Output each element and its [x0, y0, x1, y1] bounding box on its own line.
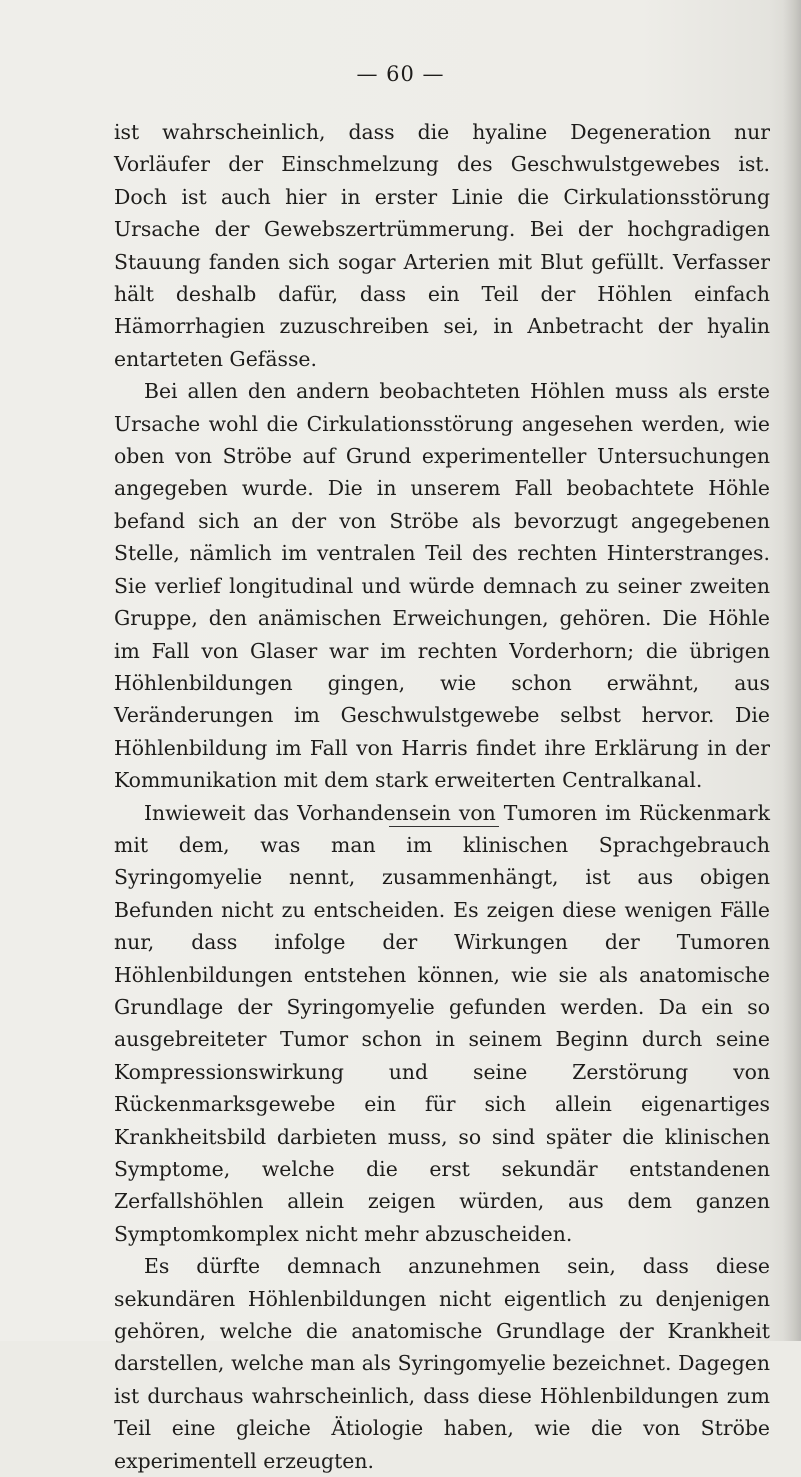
section-end-rule — [389, 826, 499, 827]
page-edge-shadow — [783, 0, 801, 1341]
paragraph-1: ist wahrscheinlich, dass die hyaline Degeneration nur Vorläufer der Einschmelzung des Geschwulstgewebes ist. Doch ist auch hier in erster Linie die Cirkulationsstörung Ursache der Gewebszertrümmerung. Bei der hochgradigen Stauung fanden sich sogar Arterien mit Blut gefüllt. Verfasser hält deshalb dafür, dass ein Teil der Höhlen einfach Hämorrhagien zuzuschreiben sei, in Anbetracht der hyalin entarteten Gefässe. — [114, 120, 770, 371]
body-text — [114, 116, 770, 1477]
paragraph-2: Bei allen den andern beobachteten Höhlen muss als erste Ursache wohl die Cirkulationsstörung angesehen werden, wie oben von Ströbe auf Grund experimenteller Untersuchungen angegeben wurde. Die in unserem Fall beobachtete Höhle befand sich an der von Ströbe als bevorzugt angegebenen Stelle, nämlich im ventralen Teil des rechten Hinterstranges. Sie verlief longitudinal und würde demnach zu seiner zweiten Gruppe, den anämischen Erweichungen, gehören. Die Höhle im Fall von Glaser war im rechten Vorderhorn; die übrigen Höhlenbildungen gingen, wie schon erwähnt, aus Veränderungen im Geschwulstgewebe selbst hervor. Die Höhlenbildung im Fall von Harris findet ihre Erklärung in der Kommunikation mit dem stark erweiterten Centralkanal. — [114, 379, 770, 793]
page-number-header: — 60 — — [356, 62, 445, 86]
paragraph-3: Inwieweit das Vorhandensein von Tumoren im Rückenmark mit dem, was man im klinischen Sprachgebrauch Syringomyelie nennt, zusammenhängt, ist aus obigen Befunden nicht zu entscheiden. Es zeigen diese wenigen Fälle nur, dass infolge der Wirkungen der Tumoren Höhlenbildungen entstehen können, wie sie als anatomische Grundlage der Syringomyelie gefunden werden. Da ein so ausgebreiteter Tumor schon in seinem Beginn durch seine Kompressionswirkung und seine Zerstörung von Rückenmarksgewebe ein für sich allein eigenartiges Krankheitsbild darbieten muss, so sind später die klinischen Symptome, welche die erst sekundär entstandenen Zerfallshöhlen allein zeigen würden, aus dem ganzen Symptomkomplex nicht mehr abzuscheiden. — [114, 800, 770, 1246]
paragraph-4: Es dürfte demnach anzunehmen sein, dass diese sekundären Höhlenbildungen nicht eigentlich zu denjenigen gehören, welche die anatomische Grundlage der Krankheit darstellen, welche man als Syringomyelie bezeichnet. Dagegen ist durchaus wahrscheinlich, dass diese Höhlenbildungen zum Teil eine gleiche Ätiologie haben, wie die von Ströbe experimentell erzeugten. — [114, 1254, 770, 1473]
